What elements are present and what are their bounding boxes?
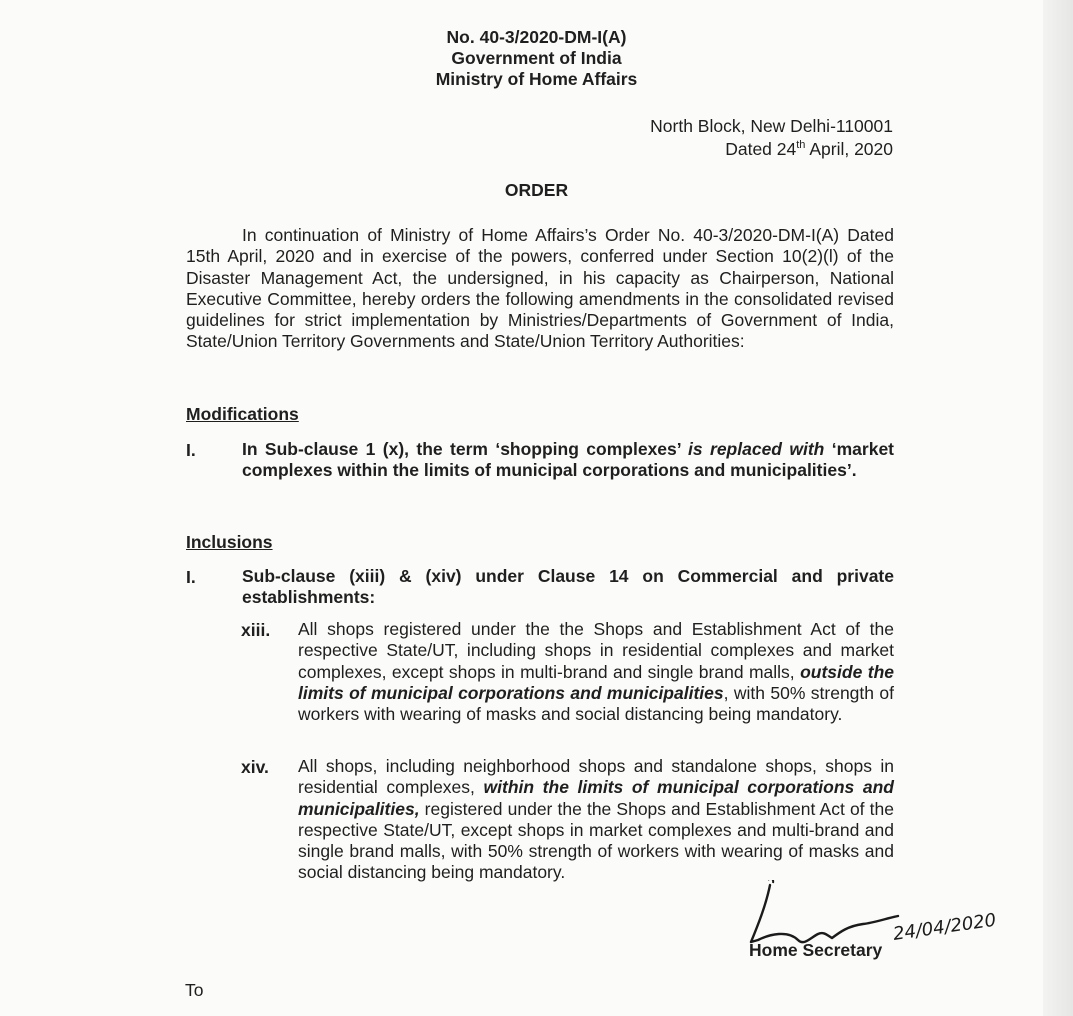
inclusions-item-title: Sub-clause (xiii) & (xiv) under Clause 14 on Commercial and private establishments: — [242, 566, 894, 608]
inclusions-item-number: I. — [186, 567, 196, 587]
subclause-xiv-number: xiv. — [241, 757, 269, 777]
subclause-xiv-text: All shops, including neighborhood shops and standalone shops, shops in residential complexes, within the limits of municipal corporations and municipalities, registered under the the Shops and Establishment Act of the respective State/UT, except shops in market complexes and multi-brand and single brand malls, with 50% strength of workers with wearing of masks and social distancing being mandatory. — [298, 756, 894, 883]
signatory-title: Home Secretary — [749, 940, 883, 960]
modifications-item-text: In Sub-clause 1 (x), the term ‘shopping complexes’ is replaced with ‘market complexes within the limits of municipal corporations and municipalities’. — [242, 439, 895, 481]
date-line: Dated 24th April, 2020 — [725, 139, 893, 159]
page-edge-shadow — [1043, 0, 1073, 1016]
subclause-xiii-number: xiii. — [241, 620, 271, 640]
order-title: ORDER — [504, 180, 569, 200]
to-label: To — [185, 980, 204, 1000]
modifications-item-number: I. — [186, 440, 196, 460]
signature-date: 24/04/2020 — [891, 909, 998, 945]
subclause-xiii-text: All shops registered under the the Shops and Establishment Act of the respective State/UT, including shops in residential complexes and market complexes, except shops in multi-brand and single brand malls, outside the limits of municipal corporations and municipalities, with 50% strength of workers with wearing of masks and social distancing being mandatory. — [298, 619, 894, 725]
inclusions-heading: Inclusions — [186, 532, 273, 552]
government-name: Government of India — [451, 48, 622, 68]
handwritten-signature — [748, 880, 1028, 980]
intro-paragraph: In continuation of Ministry of Home Affairs’s Order No. 40-3/2020-DM-I(A) Dated 15th April, 2020 and in exercise of the powers, conferred under Section 10(2)(l) of the Disaster Management Act, the undersigned, in his capacity as Chairperson, National Executive Committee, hereby orders the following amendments in the consolidated revised guidelines for strict implementation by Ministries/Departments of Government of India, State/Union Territory Governments and State/Union Territory Authorities: — [186, 225, 894, 352]
reference-number: No. 40-3/2020-DM-I(A) — [446, 27, 627, 47]
modifications-heading: Modifications — [186, 404, 299, 424]
address-line: North Block, New Delhi-110001 — [650, 116, 893, 136]
ministry-name: Ministry of Home Affairs — [435, 69, 638, 89]
